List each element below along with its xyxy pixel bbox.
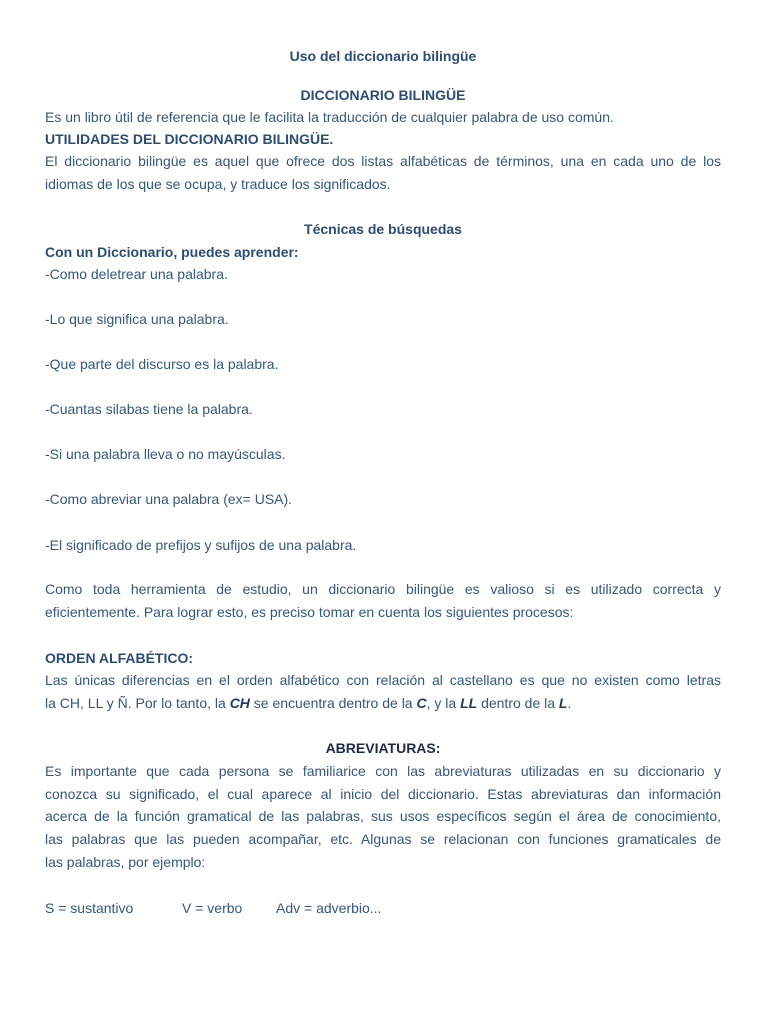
alpha-text-part: , y la (426, 695, 461, 711)
dictionary-definition: Es un libro útil de referencia que le facilita la traducción de cualquier palabra de uso común. (45, 109, 614, 125)
abbreviations-text-line: Es importante que cada persona se familiarice con las abreviaturas utilizadas en su diccionario y (45, 763, 721, 779)
alpha-letter-l: L (558, 695, 568, 711)
tool-text-line: eficientemente. Para lograr esto, es preciso tomar en cuenta los siguientes procesos: (45, 604, 574, 620)
learn-item: -Como abreviar una palabra (ex= USA). (45, 491, 293, 507)
learn-item: -El significado de prefijos y sufijos de una palabra. (45, 537, 357, 553)
alpha-text-part: la CH, LL y Ñ. Por lo tanto, la (45, 695, 230, 711)
alpha-letter-c: C (416, 695, 427, 711)
alphabetical-text-line (45, 694, 721, 712)
learn-heading: Con un Diccionario, puedes aprender: (45, 244, 299, 260)
abbreviation-example: V = verbo (182, 900, 243, 916)
alpha-letter-ll: LL (460, 695, 478, 711)
alpha-text-part: dentro de la (477, 695, 559, 711)
abbreviation-examples (45, 899, 721, 917)
abbreviation-example: S = sustantivo (45, 900, 134, 916)
abbreviations-text-line: las palabras, por ejemplo: (45, 854, 206, 870)
abbreviations-text-line: conozca su significado, el cual aparece al inicio del diccionario. Estas abreviaturas dan información (45, 786, 721, 802)
alpha-text-part: se encuentra dentro de la (249, 695, 417, 711)
learn-item: -Que parte del discurso es la palabra. (45, 356, 279, 372)
tool-text-line: Como toda herramienta de estudio, un diccionario bilingüe es valioso si es utilizado correcta y (45, 581, 721, 597)
alphabetical-heading: ORDEN ALFABÉTICO: (45, 650, 194, 666)
utilities-heading: UTILIDADES DEL DICCIONARIO BILINGÜE. (45, 131, 334, 147)
learn-item: -Lo que significa una palabra. (45, 311, 229, 327)
techniques-heading: Técnicas de búsquedas (304, 221, 462, 237)
utilities-text-line: El diccionario bilingüe es aquel que ofrece dos listas alfabéticas de términos, una en cada uno de los (45, 153, 721, 169)
abbreviation-example: Adv = adverbio... (276, 900, 382, 916)
learn-item: -Como deletrear una palabra. (45, 266, 228, 282)
abbreviations-text-line: las palabras que las pueden acompañar, etc. Algunas se relacionan con funciones gramaticales de (45, 831, 721, 847)
alpha-text-part: . (567, 695, 572, 711)
alpha-letter-ch: CH (229, 695, 250, 711)
learn-item: -Cuantas silabas tiene la palabra. (45, 401, 253, 417)
abbreviations-heading: ABREVIATURAS: (325, 740, 441, 756)
abbreviations-text-line: acerca de la función gramatical de las palabras, sus usos específicos según el área de conocimiento, (45, 808, 721, 824)
dictionary-heading: DICCIONARIO BILINGÜE (300, 87, 466, 103)
utilities-text-line: idiomas de los que se ocupa, y traduce los significados. (45, 176, 391, 192)
learn-item: -Si una palabra lleva o no mayúsculas. (45, 446, 286, 462)
alphabetical-text-line: Las únicas diferencias en el orden alfabético con relación al castellano es que no existen como letras (45, 672, 721, 688)
document-title: Uso del diccionario bilingüe (289, 48, 477, 64)
